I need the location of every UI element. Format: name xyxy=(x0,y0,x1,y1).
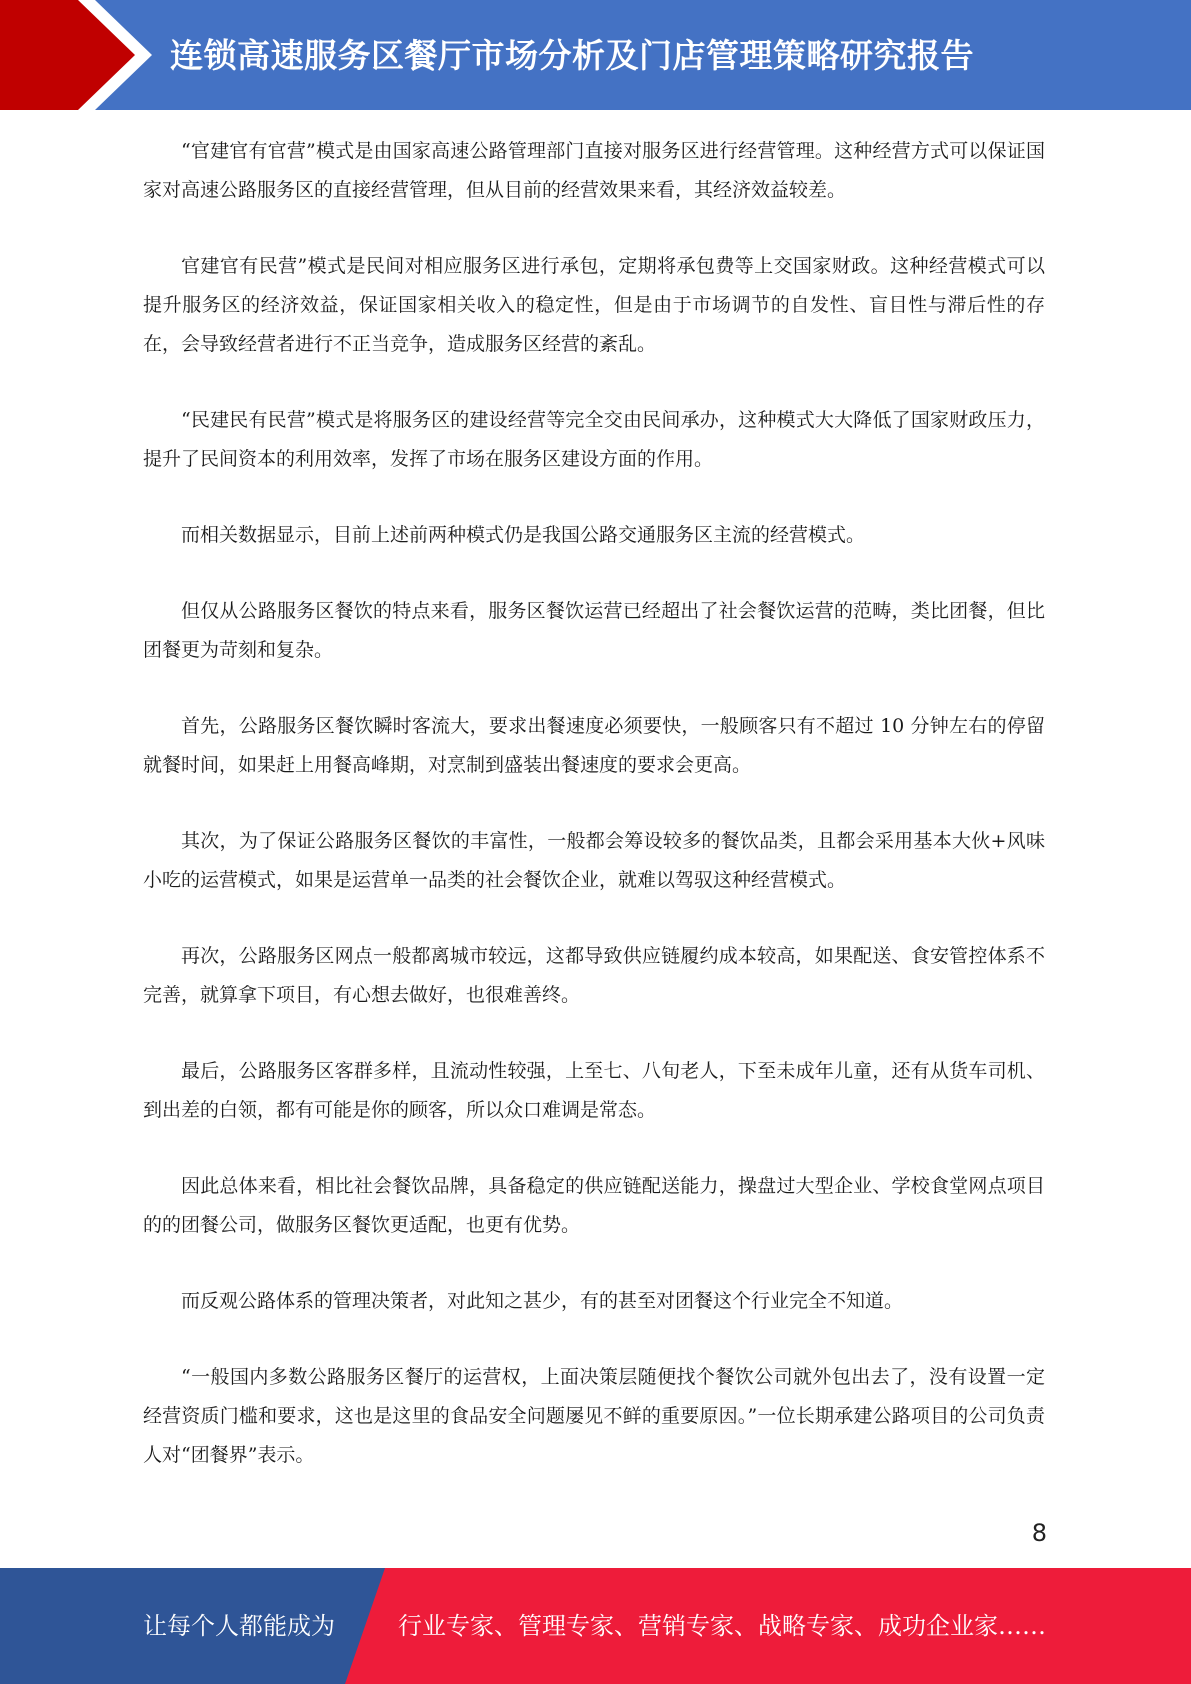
page-header xyxy=(0,0,1191,110)
page-number: 8 xyxy=(1031,1519,1047,1547)
paragraph: 官建官有民营”模式是民间对相应服务区进行承包，定期将承包费等上交国家财政。这种经营模式可以提升服务区的经济效益，保证国家相关收入的稳定性，但是由于市场调节的自发性、盲目性与滞后性的存在，会导致经营者进行不正当竞争，造成服务区经营的紊乱。 xyxy=(143,255,1045,355)
paragraph: 首先，公路服务区餐饮瞬时客流大，要求出餐速度必须要快，一般顾客只有不超过 10 分钟左右的停留就餐时间，如果赶上用餐高峰期，对烹制到盛装出餐速度的要求会更高。 xyxy=(143,715,1045,776)
paragraph: 而反观公路体系的管理决策者，对此知之甚少，有的甚至对团餐这个行业完全不知道。 xyxy=(181,1290,904,1312)
paragraph: “官建官有官营”模式是由国家高速公路管理部门直接对服务区进行经营管理。这种经营方式可以保证国家对高速公路服务区的直接经营管理，但从目前的经营效果来看，其经济效益较差。 xyxy=(143,140,1045,201)
document-body xyxy=(143,132,1045,1512)
paragraph: 其次，为了保证公路服务区餐饮的丰富性，一般都会筹设较多的餐饮品类，且都会采用基本大伙+风味小吃的运营模式，如果是运营单一品类的社会餐饮企业，就难以驾驭这种经营模式。 xyxy=(143,830,1045,891)
paragraph: 因此总体来看，相比社会餐饮品牌，具备稳定的供应链配送能力，操盘过大型企业、学校食堂网点项目的的团餐公司，做服务区餐饮更适配，也更有优势。 xyxy=(143,1175,1045,1236)
footer-slogan-left: 让每个人都能成为 xyxy=(143,1612,335,1640)
paragraph: 但仅从公路服务区餐饮的特点来看，服务区餐饮运营已经超出了社会餐饮运营的范畴，类比团餐，但比团餐更为苛刻和复杂。 xyxy=(143,600,1045,661)
paragraph: 而相关数据显示，目前上述前两种模式仍是我国公路交通服务区主流的经营模式。 xyxy=(181,524,866,546)
paragraph: “民建民有民营”模式是将服务区的建设经营等完全交由民间承办，这种模式大大降低了国家财政压力，提升了民间资本的利用效率，发挥了市场在服务区建设方面的作用。 xyxy=(143,409,1045,470)
report-title: 连锁高速服务区餐厅市场分析及门店管理策略研究报告 xyxy=(170,36,974,75)
paragraph: “一般国内多数公路服务区餐厅的运营权，上面决策层随便找个餐饮公司就外包出去了，没有设置一定经营资质门槛和要求，这也是这里的食品安全问题屡见不鲜的重要原因。”一位长期承建公路项目的公司负责人对“团餐界”表示。 xyxy=(143,1366,1045,1466)
footer-slogan-right: 行业专家、管理专家、营销专家、战略专家、成功企业家…… xyxy=(398,1612,1046,1640)
paragraph: 再次，公路服务区网点一般都离城市较远，这都导致供应链履约成本较高，如果配送、食安管控体系不完善，就算拿下项目，有心想去做好，也很难善终。 xyxy=(143,945,1045,1006)
paragraph: 最后，公路服务区客群多样，且流动性较强，上至七、八旬老人，下至未成年儿童，还有从货车司机、到出差的白领，都有可能是你的顾客，所以众口难调是常态。 xyxy=(143,1060,1045,1121)
page-footer xyxy=(0,1568,1191,1684)
